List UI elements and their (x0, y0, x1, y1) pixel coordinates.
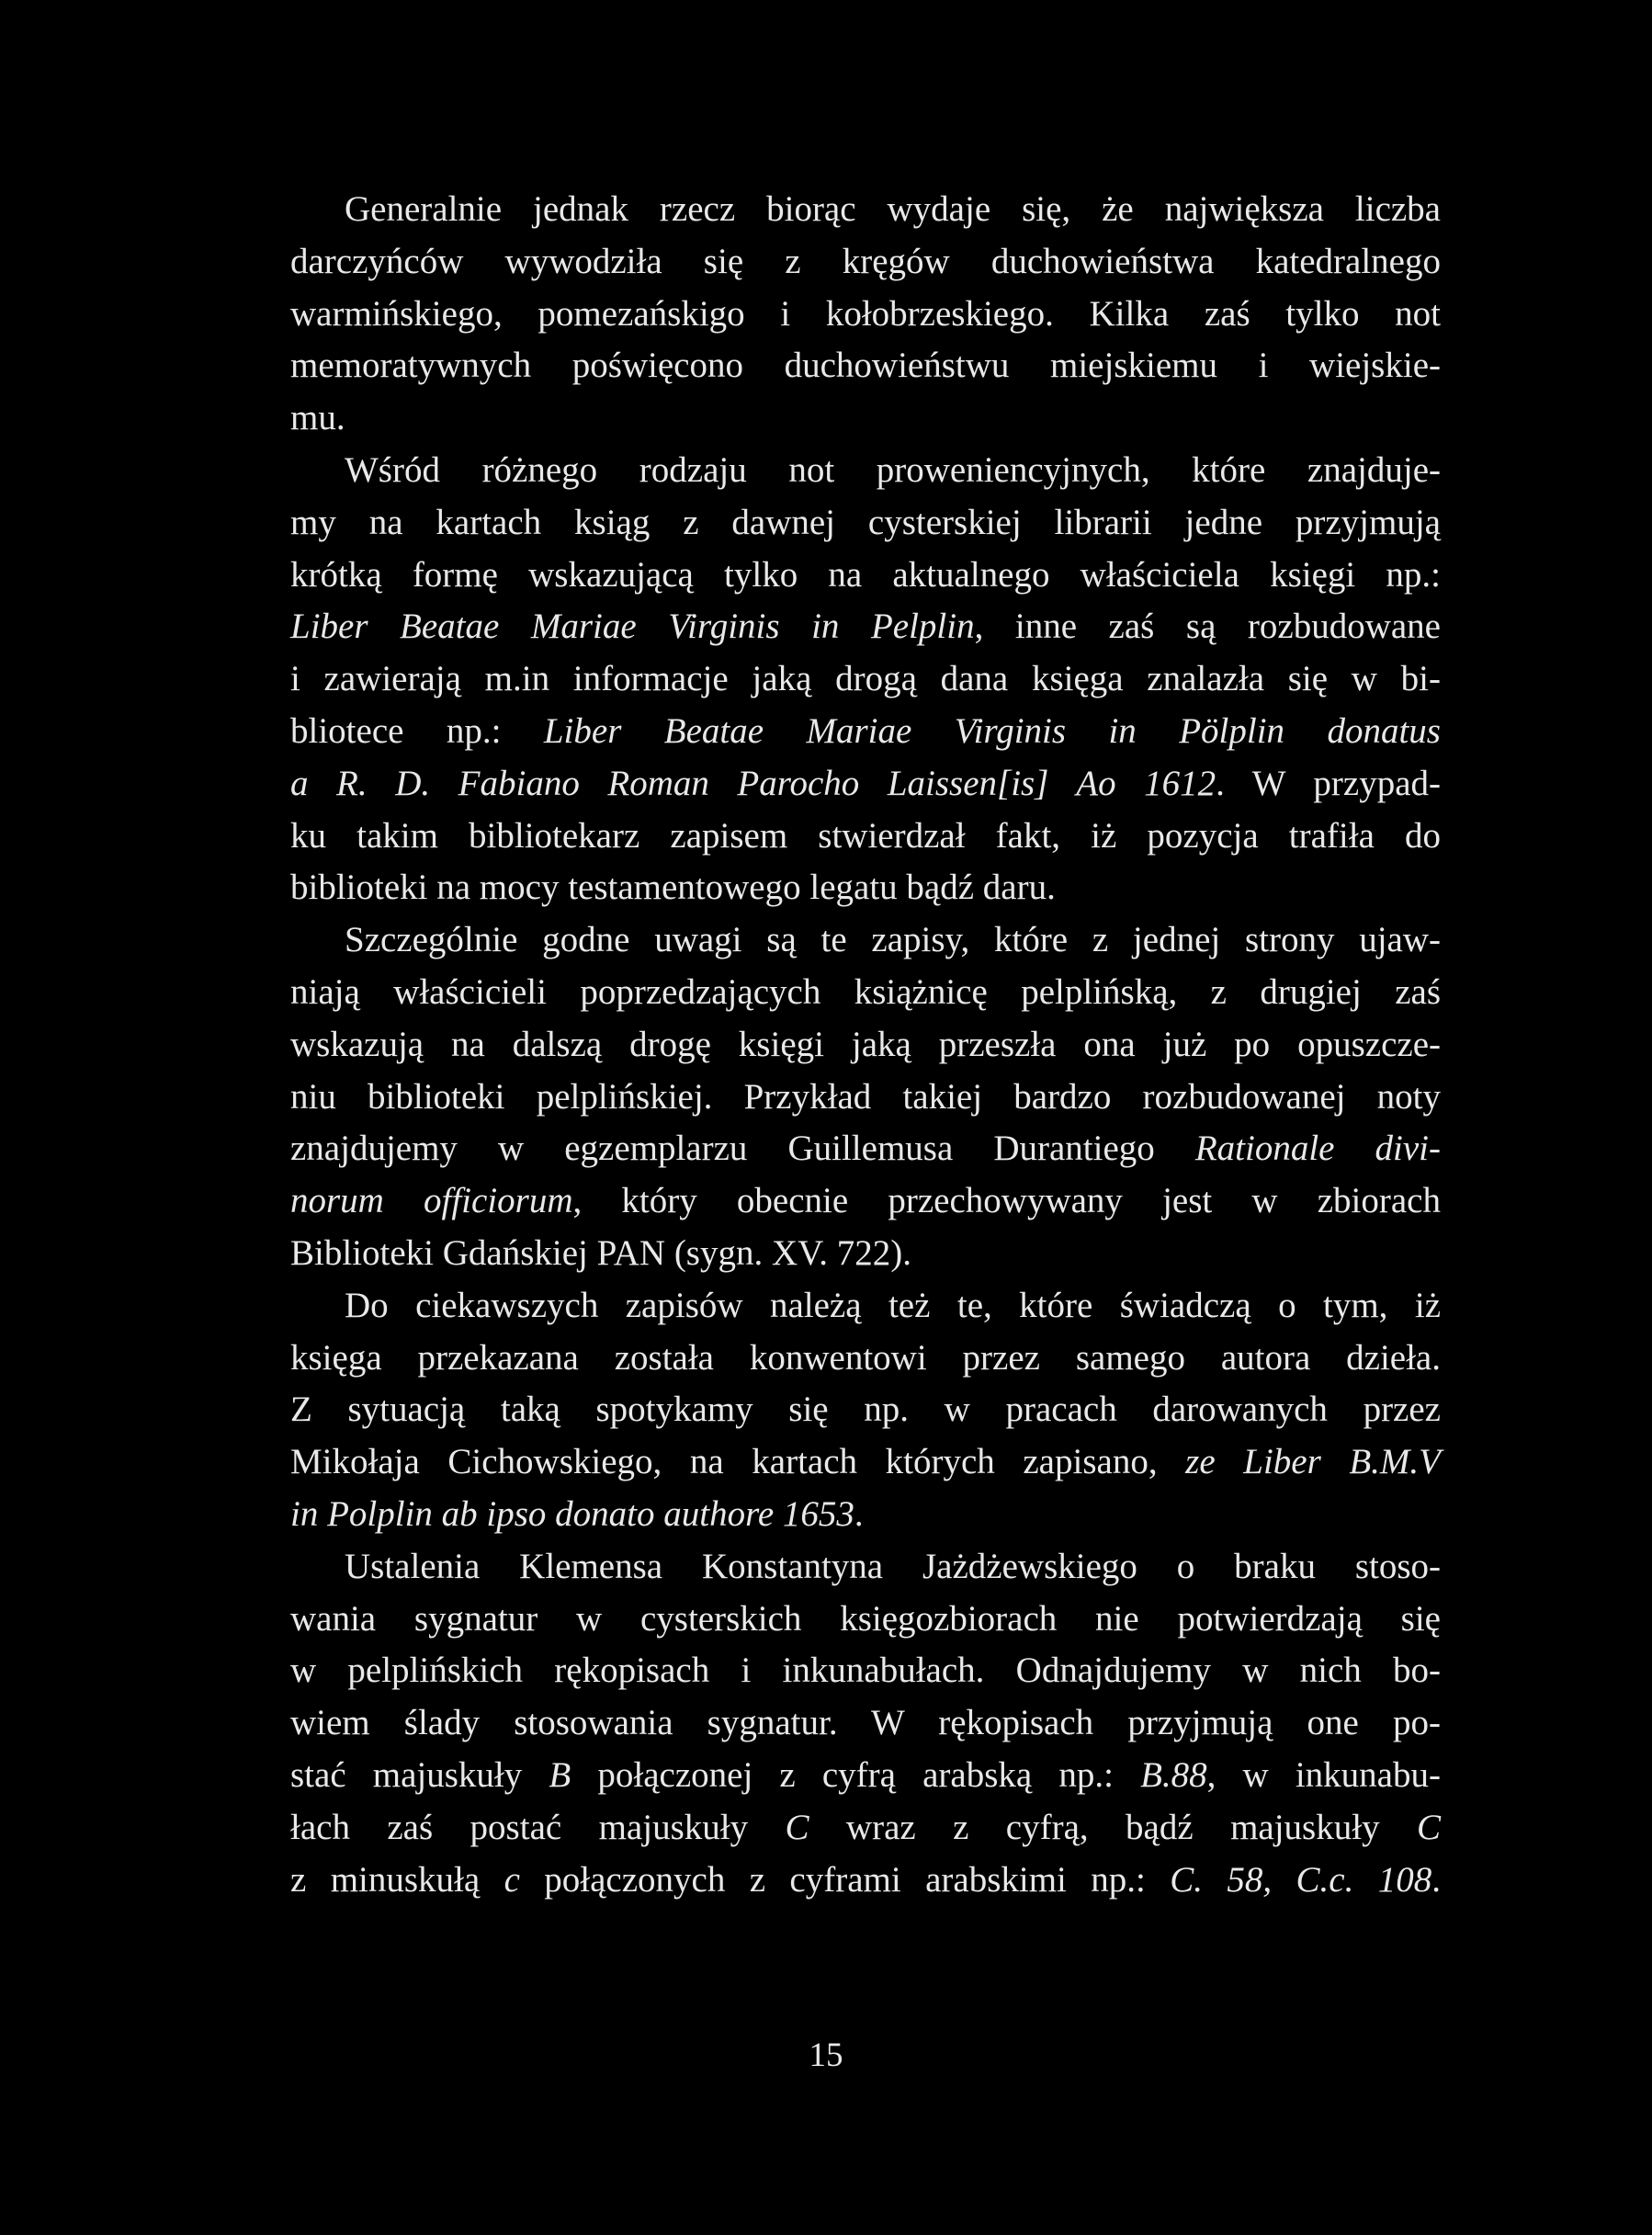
italic-signature: C. 58, C.c. 108 (1170, 1859, 1432, 1900)
text-line: Ustalenia Klemensa Konstantyna Jażdżewskiego o braku stoso- (345, 1546, 1441, 1586)
text-line: Z sytuacją taką spotykamy się np. w pracach darowanych przez (290, 1390, 1441, 1430)
italic-quote: a R. D. Fabiano Roman Parocho Laissen[is] Ao 1612 (290, 763, 1216, 803)
text-line: stać majuskuły B połączonej z cyfrą arabską np.: B.88, w inkunabu- (290, 1754, 1441, 1795)
text-line: Do ciekawszych zapisów należą też te, które świadczą o tym, iż (345, 1285, 1441, 1325)
text-line: in Polplin ab ipso donato authore 1653. (290, 1493, 864, 1534)
text-line: Mikołaja Cichowskiego, na kartach których zapisano, ze Liber B.M.V (290, 1442, 1441, 1482)
text-line: wiem ślady stosowania sygnatur. W rękopisach przyjmują one po- (290, 1703, 1441, 1743)
text-line: Generalnie jednak rzecz biorąc wydaje się, że największa liczba (345, 189, 1441, 229)
text-line: i zawierają m.in informacje jaką drogą dana księga znalazła się w bi- (290, 659, 1441, 699)
text-line: krótką formę wskazującą tylko na aktualnego właściciela księgi np.: (290, 554, 1441, 595)
text-line: łach zaś postać majuskuły C wraz z cyfrą, bądź majuskuły C (290, 1807, 1441, 1847)
italic-title: Liber Beatae Mariae Virginis in Pelplin (290, 607, 975, 647)
text-line: my na kartach ksiąg z dawnej cysterskiej librarii jedne przyjmują (290, 502, 1441, 542)
text-line: z minuskułą c połączonych z cyframi arabskimi np.: C. 58, C.c. 108. (290, 1859, 1441, 1900)
text-line: Biblioteki Gdańskiej PAN (sygn. XV. 722). (290, 1232, 912, 1273)
text-line: znajdujemy w egzemplarzu Guillemusa Durantiego Rationale divi- (290, 1129, 1442, 1169)
text-line: ku takim bibliotekarz zapisem stwierdzał fakt, iż pozycja trafiła do (290, 815, 1441, 856)
text-line: Szczególnie godne uwagi są te zapisy, które z jednej strony ujaw- (345, 920, 1441, 960)
text-line: memoratywnych poświęcono duchowieństwu miejskiemu i wiejskie- (290, 346, 1441, 386)
italic-quote: Liber Beatae Mariae Virginis in Pölplin donatus (543, 710, 1441, 751)
italic-title: norum officiorum (290, 1181, 573, 1221)
italic-title: Rationale divi- (1194, 1129, 1442, 1169)
text-line: niają właścicieli poprzedzających książnicę pelplińską, z drugiej zaś (290, 971, 1441, 1012)
italic-signature: B (549, 1754, 571, 1795)
text-line: w pelplińskich rękopisach i inkunabułach. Odnajdujemy w nich bo- (290, 1651, 1441, 1691)
italic-signature: B.88 (1140, 1754, 1207, 1795)
text-line: warmińskiego, pomezańskigo i kołobrzeskiego. Kilka zaś tylko not (290, 293, 1441, 334)
text-line: Wśród różnego rodzaju not proweniencyjnych, które znajduje- (345, 449, 1441, 490)
text-line: niu biblioteki pelplińskiej. Przykład takiej bardzo rozbudowanej noty (290, 1076, 1441, 1117)
text-line: biblioteki na mocy testamentowego legatu bądź daru. (290, 868, 1056, 908)
text-line: norum officiorum, który obecnie przechowywany jest w zbiorach (290, 1181, 1441, 1221)
italic-quote: ze Liber B.M.V (1185, 1442, 1441, 1482)
text-line: mu. (290, 398, 345, 438)
text-line: wania sygnatur w cysterskich księgozbiorach nie potwierdzają się (290, 1598, 1441, 1639)
text-line: wskazują na dalszą drogę księgi jaką przeszła ona już po opuszcze- (290, 1024, 1441, 1064)
italic-signature: c (504, 1859, 520, 1900)
italic-signature: C (1416, 1807, 1441, 1847)
italic-signature: C (785, 1807, 809, 1847)
text-line: Liber Beatae Mariae Virginis in Pelplin, inne zaś są rozbudowane (290, 607, 1441, 647)
text-line: księga przekazana została konwentowi przez samego autora dzieła. (290, 1337, 1441, 1378)
page-number: 15 (809, 2036, 843, 2074)
italic-quote: in Polplin ab ipso donato authore 1653 (290, 1493, 854, 1534)
text-line: bliotece np.: Liber Beatae Mariae Virginis in Pölplin donatus (290, 710, 1441, 751)
text-line: darczyńców wywodziła się z kręgów duchowieństwa katedralnego (290, 241, 1441, 281)
body-text (290, 184, 1441, 1906)
text-line: a R. D. Fabiano Roman Parocho Laissen[is] Ao 1612. W przypad- (290, 763, 1442, 803)
